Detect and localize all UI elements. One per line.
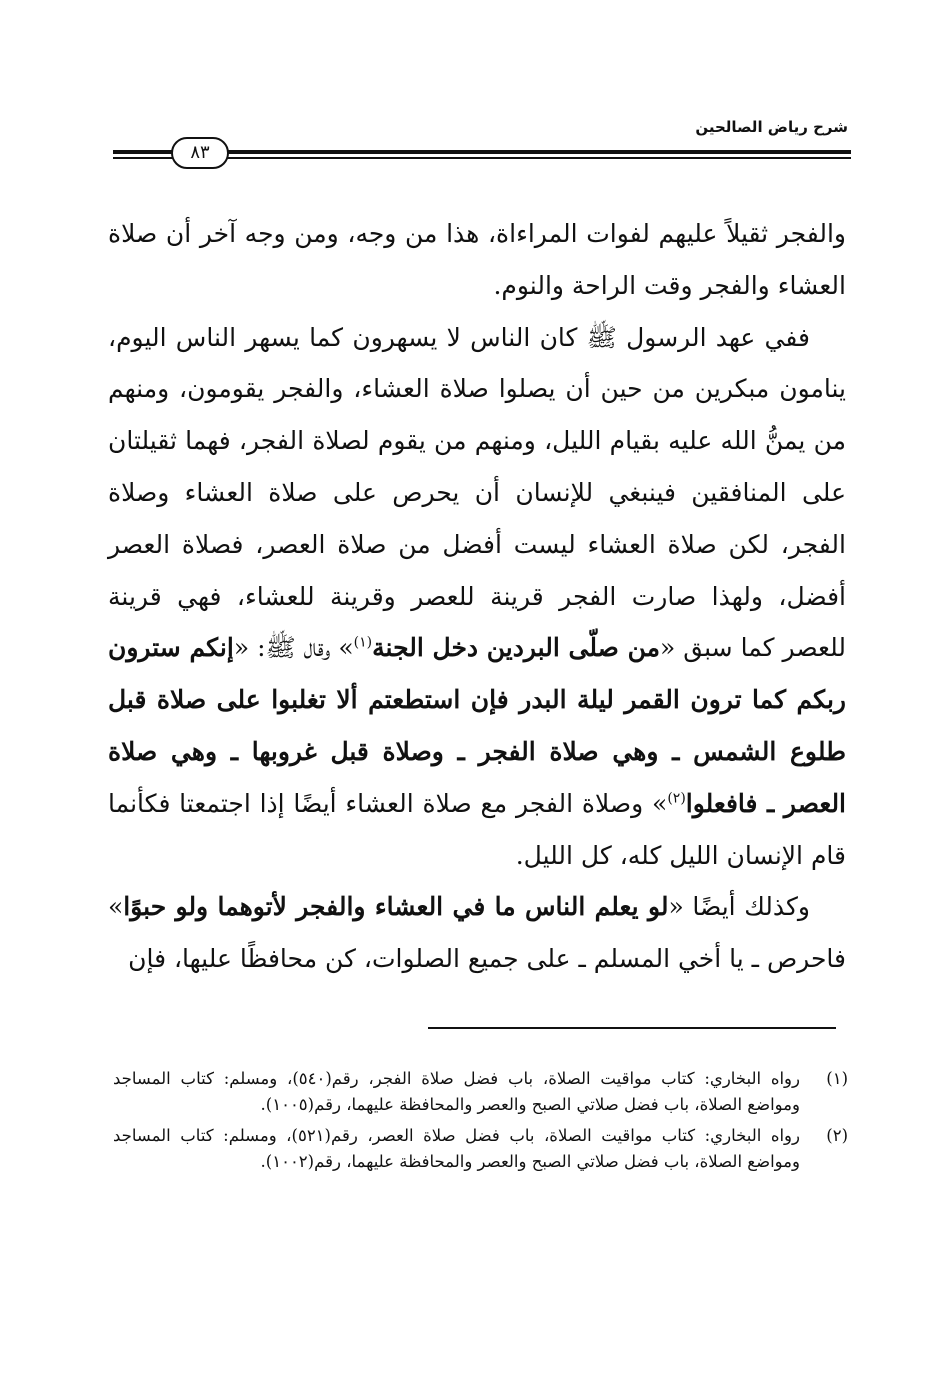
hadith-quote-3: لو يعلم الناس ما في العشاء والفجر لأتوهما ولو حبوًا [123, 892, 669, 922]
footnote-text: رواه البخاري: كتاب مواقيت الصلاة، باب فضل صلاة الفجر، رقم(٥٤٠)، ومسلم: كتاب المساجد ومواضع الصلاة، باب فضل صلاتي الصبح والعصر والمحافظة عليهما، رقم(١٠٠٥). [113, 1069, 800, 1114]
footnote-1 [113, 1066, 848, 1117]
footnotes [113, 1066, 848, 1180]
paragraph-2-text-c: » وصلاة الفجر مع صلاة العشاء أيضًا إذا اجتمعتا فكأنما قام الإنسان الليل كله، كل الليل. [108, 788, 846, 870]
main-text [108, 208, 846, 985]
paragraph-2-text-b: » وقال ﷺ: « [233, 633, 354, 663]
paragraph-3-text-a: وكذلك أيضًا « [668, 892, 810, 922]
footnote-number: (٢) [826, 1126, 848, 1146]
paragraph-2 [108, 312, 846, 882]
page-number-badge: ٨٣ [171, 137, 229, 169]
paragraph-1: والفجر ثقيلاً عليهم لفوات المراءاة، هذا من وجه، ومن وجه آخر أن صلاة العشاء والفجر وقت الراحة والنوم. [108, 219, 846, 300]
footnote-separator [428, 1027, 836, 1029]
running-header-title: شرح رياض الصالحين [695, 118, 848, 136]
hadith-quote-2: إنكم سترون ربكم كما ترون القمر ليلة البدر فإن استطعتم ألا تغلبوا على صلاة قبل طلوع الشمس ـ وهي صلاة الفجر ـ وصلاة قبل غروبها ـ وهي صلاة العصر ـ فافعلوا [108, 633, 847, 818]
footnote-number: (١) [826, 1069, 848, 1088]
paragraph-3 [108, 881, 846, 985]
paragraph-3-text-b: » فاحرص ـ يا أخي المسلم ـ على جميع الصلوات، كن محافظًا عليها، فإن [108, 892, 846, 974]
hadith-quote-1: من صلّى البردين دخل الجنة [372, 633, 661, 663]
footnote-text: رواه البخاري: كتاب مواقيت الصلاة، باب فضل صلاة العصر، رقم(٥٢١)، ومسلم: كتاب المساجد ومواضع الصلاة، باب فضل صلاتي الصبح والعصر والمحافظة عليهما، رقم(١٠٠٢). [113, 1126, 800, 1171]
paragraph-2-text-a: ففي عهد الرسول ﷺ كان الناس لا يسهرون كما يسهر الناس اليوم، ينامون مبكرين من حين أن يصلوا صلاة العشاء، والفجر يقومون، ومنهم من يمنُّ الله عليه بقيام الليل، ومنهم من يقوم لصلاة الفجر، فهما ثقيلتان على المنافقين فينبغي للإنسان أن يحرص على صلاة العشاء وصلاة الفجر، لكن صلاة العشاء ليست أفضل من صلاة العصر، فصلاة العصر أفضل، ولهذا صارت الفجر قرينة للعصر وقرينة للعشاء، فهي قرينة للعصر كما سبق « [108, 322, 846, 663]
footnote-ref-1: (١) [353, 635, 373, 652]
footnote-2 [113, 1123, 848, 1174]
footnote-ref-2: (٢) [667, 790, 686, 807]
